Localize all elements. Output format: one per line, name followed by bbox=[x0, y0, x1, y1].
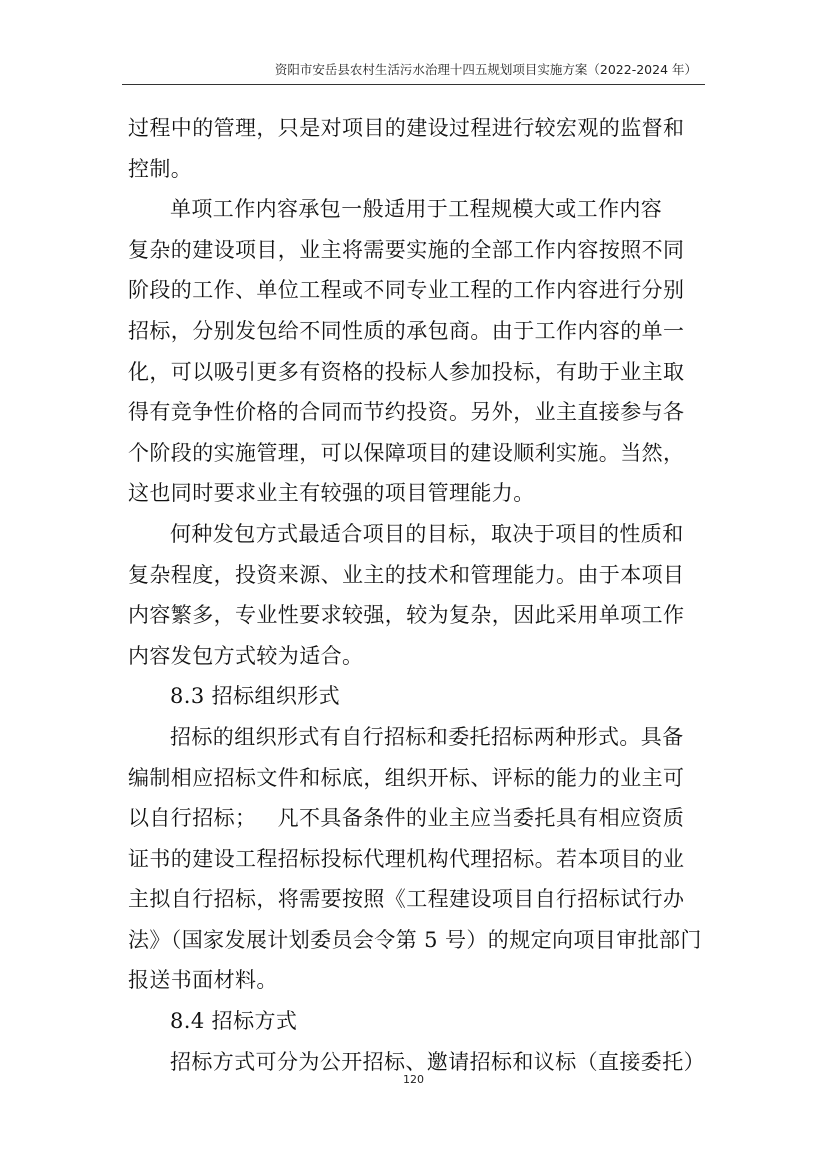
text-line: 化，可以吸引更多有资格的投标人参加投标，有助于业主取 bbox=[128, 359, 685, 384]
text-line: 得有竞争性价格的合同而节约投资。另外，业主直接参与各 bbox=[128, 400, 685, 425]
page-number: 120 bbox=[403, 1073, 424, 1086]
text-line: 单项工作内容承包一般适用于工程规模大或工作内容 bbox=[170, 197, 663, 222]
text-line: 报送书面材料。 bbox=[128, 968, 278, 993]
text-line: 阶段的工作、单位工程或不同专业工程的工作内容进行分别 bbox=[128, 278, 685, 303]
text-line: 招标，分别发包给不同性质的承包商。由于工作内容的单一 bbox=[128, 318, 685, 343]
text-line: 以自行招标； 凡不具备条件的业主应当委托具有相应资质 bbox=[128, 806, 685, 831]
text-line: 控制。 bbox=[128, 156, 193, 181]
text-line: 主拟自行招标，将需要按照《工程建设项目自行招标试行办 bbox=[128, 887, 685, 912]
section-heading: 8.4 招标方式 bbox=[170, 1009, 298, 1034]
text-line: 编制相应招标文件和标底，组织开标、评标的能力的业主可 bbox=[128, 765, 685, 790]
text-line: 复杂程度，投资来源、业主的技术和管理能力。由于本项目 bbox=[128, 562, 685, 587]
text-line: 过程中的管理，只是对项目的建设过程进行较宏观的监督和 bbox=[128, 116, 685, 140]
text-line: 招标的组织形式有自行招标和委托招标两种形式。具备 bbox=[170, 724, 684, 749]
section-heading: 8.3 招标组织形式 bbox=[170, 684, 341, 709]
text-line: 复杂的建设项目，业主将需要实施的全部工作内容按照不同 bbox=[128, 237, 685, 262]
text-line: 个阶段的实施管理，可以保障项目的建设顺利实施。当然， bbox=[128, 440, 685, 465]
text-line: 何种发包方式最适合项目的目标，取决于项目的性质和 bbox=[170, 521, 684, 546]
header-rule bbox=[122, 84, 705, 85]
text-line: 招标方式可分为公开招标、邀请招标和议标（直接委托） bbox=[170, 1049, 705, 1074]
text-line: 这也同时要求业主有较强的项目管理能力。 bbox=[128, 481, 535, 506]
text-line: 法》（国家发展计划委员会令第 5 号）的规定向项目审批部门 bbox=[128, 927, 702, 952]
body-text bbox=[128, 108, 705, 1082]
running-header: 资阳市安岳县农村生活污水治理十四五规划项目实施方案（2022-2024 年） bbox=[274, 62, 697, 77]
text-line: 证书的建设工程招标投标代理机构代理招标。若本项目的业 bbox=[128, 846, 685, 871]
text-line: 内容发包方式较为适合。 bbox=[128, 643, 364, 668]
text-line: 内容繁多，专业性要求较强，较为复杂，因此采用单项工作 bbox=[128, 603, 685, 628]
